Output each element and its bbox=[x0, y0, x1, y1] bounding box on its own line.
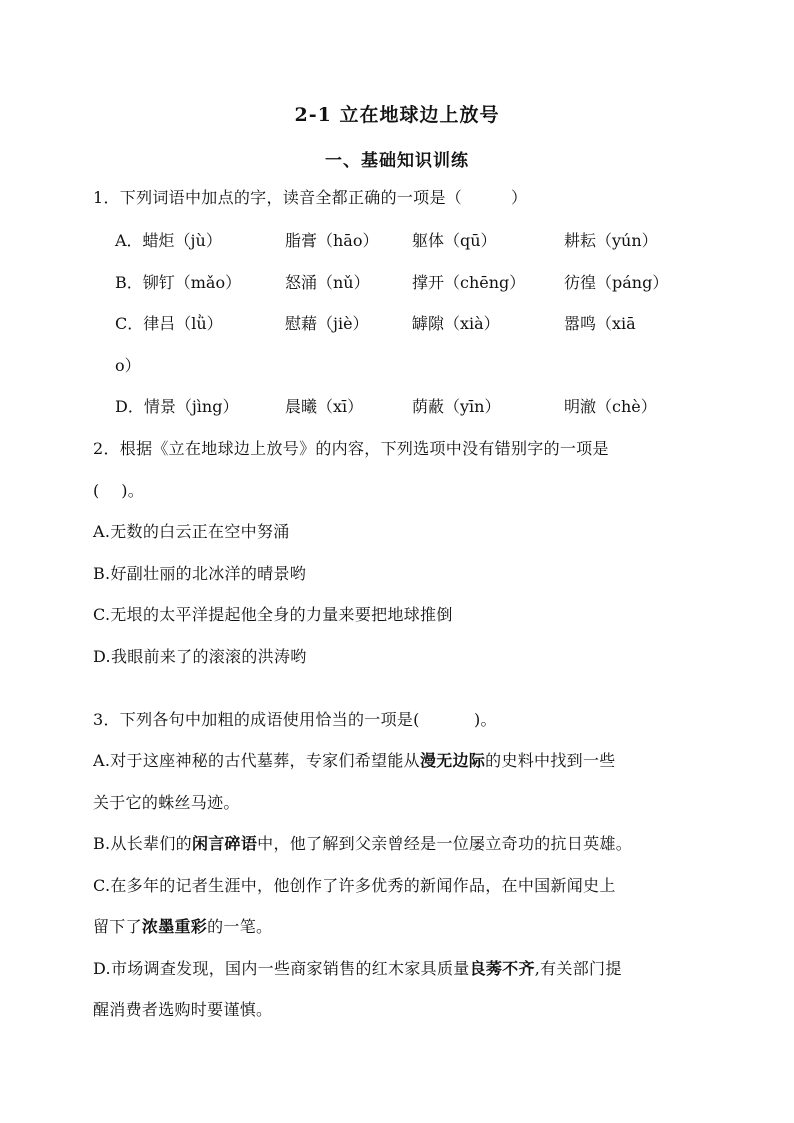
q1-option-c-continued: o） bbox=[115, 356, 141, 375]
q1-d-2: 晨曦（xī） bbox=[285, 397, 364, 416]
q1-option-b bbox=[115, 273, 703, 293]
q1-c-2: 慰藉（jiè） bbox=[285, 314, 369, 333]
q2-option-b: B.好副壮丽的北冰洋的晴景哟 bbox=[93, 564, 307, 583]
q3-option-d bbox=[93, 959, 703, 979]
q2-option-c: C.无垠的太平洋提起他全身的力量来要把地球推倒 bbox=[93, 605, 453, 624]
q1-b-4: 彷徨（páng） bbox=[564, 273, 669, 292]
q2-stem: 2．根据《立在地球边上放号》的内容，下列选项中没有错别字的一项是 bbox=[93, 439, 609, 458]
q2-option-d: D.我眼前来了的滚滚的洪涛哟 bbox=[93, 647, 307, 666]
q1-stem: 1．下列词语中加点的字，读音全都正确的一项是（ ） bbox=[93, 188, 528, 207]
q1-a-3: 躯体（qū） bbox=[412, 231, 497, 250]
q1-c-1: C．律吕（lǜ） bbox=[115, 314, 223, 333]
q1-option-c bbox=[115, 314, 703, 334]
q3-a-idiom: 漫无边际 bbox=[419, 751, 486, 770]
q1-b-2: 怒涌（nǔ） bbox=[285, 273, 370, 292]
q3-a-text-post: 的史料中找到一些 bbox=[485, 751, 616, 770]
q1-option-a bbox=[115, 231, 703, 251]
q2-option-a: A.无数的白云正在空中努涌 bbox=[93, 522, 290, 541]
q1-a-1: A．蜡炬（jù） bbox=[115, 231, 222, 250]
q1-d-1: D．情景（jìng） bbox=[115, 397, 239, 416]
q1-a-2: 脂膏（hāo） bbox=[285, 231, 379, 250]
q1-b-1: B．铆钉（mǎo） bbox=[115, 273, 242, 292]
q3-b-text-pre: B.从长辈们的 bbox=[93, 834, 192, 853]
q1-d-4: 明澈（chè） bbox=[564, 397, 657, 416]
q1-b-3: 撑开（chēng） bbox=[412, 273, 526, 292]
q1-c-3: 罅隙（xià） bbox=[412, 314, 500, 333]
q1-d-3: 荫蔽（yīn） bbox=[412, 397, 501, 416]
q3-option-a-continued: 关于它的蛛丝马迹。 bbox=[93, 793, 240, 812]
q3-b-text-post: 中，他了解到父亲曾经是一位屡立奇功的抗日英雄。 bbox=[257, 834, 633, 853]
q3-d-idiom: 良莠不齐 bbox=[469, 959, 535, 978]
page-title: 2-1 立在地球边上放号 bbox=[294, 104, 500, 126]
q3-b-idiom: 闲言碎语 bbox=[191, 834, 258, 853]
q3-option-c-continued bbox=[93, 917, 703, 937]
q3-c-text-post: 的一笔。 bbox=[207, 917, 273, 936]
q1-a-4: 耕耘（yún） bbox=[564, 231, 658, 250]
section-heading: 一、基础知识训练 bbox=[325, 151, 469, 171]
q2-stem-continued: ( )。 bbox=[93, 481, 145, 500]
q3-option-d-continued: 醒消费者选购时要谨慎。 bbox=[93, 1000, 273, 1019]
q3-c-text-pre: 留下了 bbox=[93, 917, 142, 936]
q3-option-a bbox=[93, 751, 703, 771]
q3-d-text-post: ,有关部门提 bbox=[534, 959, 622, 978]
q1-c-4: 嚣鸣（xiā bbox=[564, 314, 636, 333]
q3-option-b bbox=[93, 834, 703, 854]
q3-stem: 3．下列各句中加粗的成语使用恰当的一项是( )。 bbox=[93, 710, 497, 729]
q1-option-d bbox=[115, 397, 703, 417]
q3-a-text-pre: A.对于这座神秘的古代墓葬，专家们希望能从 bbox=[93, 751, 420, 770]
q3-d-text-pre: D.市场调查发现，国内一些商家销售的红木家具质量 bbox=[93, 959, 470, 978]
q3-c-idiom: 浓墨重彩 bbox=[141, 917, 208, 936]
q3-option-c: C.在多年的记者生涯中，他创作了许多优秀的新闻作品，在中国新闻史上 bbox=[93, 876, 616, 895]
